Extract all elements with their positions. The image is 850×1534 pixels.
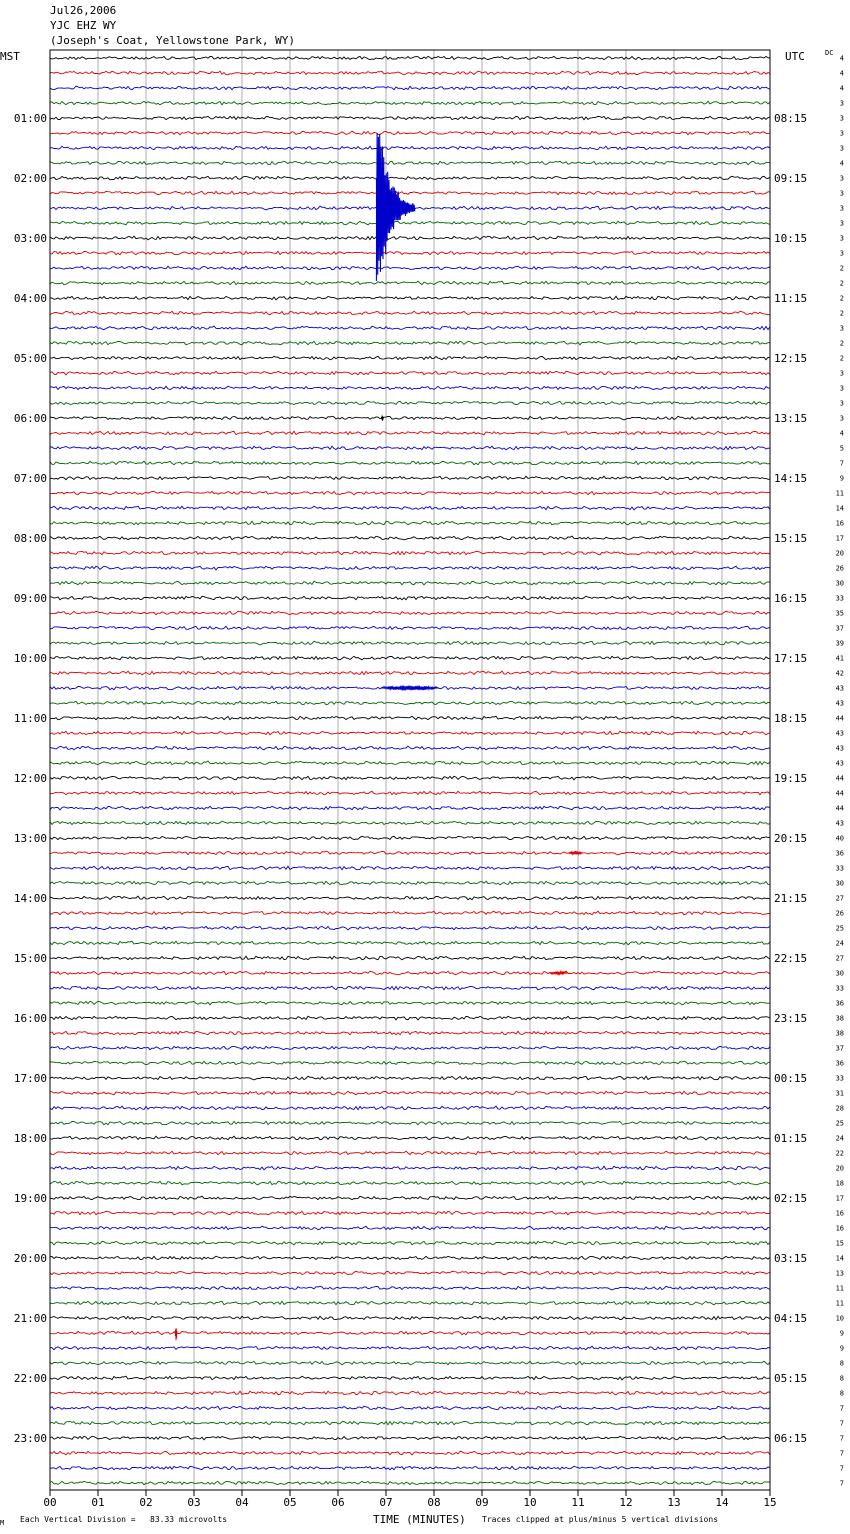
right-hour-label: 17:15	[774, 652, 808, 665]
x-tick-label-06: 06	[331, 1496, 345, 1509]
dc-offset-value: 2	[839, 354, 844, 363]
left-hour-label: 12:00	[13, 772, 47, 785]
right-hour-label: 05:15	[774, 1372, 808, 1385]
dc-offset-value: 18	[835, 1179, 844, 1188]
trace-row-29	[50, 491, 770, 495]
left-hour-label: 11:00	[13, 712, 47, 725]
left-hour-label: 03:00	[13, 232, 47, 245]
trace-row-56	[50, 896, 770, 900]
left-hour-label: 21:00	[13, 1312, 47, 1325]
dc-offset-value: 33	[835, 594, 844, 603]
trace-row-62	[50, 986, 770, 990]
dc-offset-value: 43	[835, 819, 844, 828]
trace-row-85	[50, 1331, 770, 1335]
dc-offset-value: 35	[835, 609, 844, 618]
right-hour-label: 23:15	[774, 1012, 808, 1025]
trace-row-20	[50, 356, 770, 360]
trace-row-94	[50, 1466, 770, 1470]
dc-offset-value: 37	[835, 1044, 844, 1053]
trace-row-68	[50, 1076, 770, 1080]
x-tick-label-12: 12	[619, 1496, 633, 1509]
event-trace-1	[381, 686, 439, 691]
trace-row-35	[50, 581, 770, 585]
plot-frame	[50, 50, 770, 1490]
right-hour-label: 19:15	[774, 772, 808, 785]
dc-offset-value: 3	[839, 399, 844, 408]
x-tick-label-09: 09	[475, 1496, 489, 1509]
trace-row-17	[50, 311, 770, 315]
right-hour-label: 11:15	[774, 292, 808, 305]
trace-row-69	[50, 1091, 770, 1095]
dc-offset-value: 28	[835, 1104, 844, 1113]
trace-row-71	[50, 1121, 770, 1124]
dc-offset-value: 41	[835, 654, 844, 663]
trace-row-16	[50, 296, 770, 300]
trace-row-30	[50, 506, 770, 510]
dc-offset-value: 2	[839, 279, 844, 288]
dc-offset-value: 3	[839, 174, 844, 183]
dc-offset-value: 2	[839, 264, 844, 273]
dc-offset-value: 4	[839, 84, 844, 93]
axis-labels	[14, 55, 844, 1510]
dc-offset-value: 33	[835, 984, 844, 993]
x-tick-label-00: 00	[43, 1496, 57, 1509]
right-hour-label: 08:15	[774, 112, 808, 125]
plot-date: Jul26,2006	[50, 4, 117, 17]
dc-offset-value: 39	[835, 639, 844, 648]
dc-offset-value: 44	[835, 789, 844, 798]
dc-offset-value: 14	[835, 504, 844, 513]
trace-row-78	[50, 1226, 770, 1230]
trace-row-43	[50, 701, 770, 705]
trace-row-59	[50, 941, 770, 945]
trace-row-89	[50, 1391, 770, 1395]
left-hour-label: 18:00	[13, 1132, 47, 1145]
x-tick-label-10: 10	[523, 1496, 537, 1509]
trace-row-38	[50, 626, 770, 630]
dc-offset-value: 26	[835, 564, 844, 573]
dc-offset-value: 2	[839, 339, 844, 348]
x-tick-label-02: 02	[139, 1496, 153, 1509]
trace-row-88	[50, 1376, 770, 1380]
dc-offset-value: 17	[835, 1194, 844, 1203]
right-hour-label: 01:15	[774, 1132, 808, 1145]
dc-offset-value: 16	[835, 519, 844, 528]
event-trace-5	[381, 415, 383, 420]
dc-offset-value: 43	[835, 744, 844, 753]
dc-offset-value: 3	[839, 234, 844, 243]
x-tick-label-03: 03	[187, 1496, 201, 1509]
dc-offset-value: 3	[839, 369, 844, 378]
trace-row-53	[50, 851, 770, 855]
dc-offset-value: 38	[835, 1029, 844, 1038]
right-timezone-label: UTC	[785, 50, 805, 63]
left-hour-label: 01:00	[13, 112, 47, 125]
trace-row-40	[50, 656, 770, 660]
trace-row-90	[50, 1406, 770, 1410]
right-hour-label: 10:15	[774, 232, 808, 245]
dc-offset-value: 25	[835, 1119, 844, 1128]
dc-offset-value: 30	[835, 879, 844, 888]
trace-row-81	[50, 1271, 770, 1274]
trace-row-76	[50, 1196, 770, 1200]
trace-row-79	[50, 1241, 770, 1245]
dc-offset-value: 44	[835, 804, 844, 813]
trace-row-28	[50, 476, 770, 480]
dc-offset-value: 7	[839, 1419, 844, 1428]
dc-offset-value: 43	[835, 729, 844, 738]
dc-offset-value: 4	[839, 69, 844, 78]
dc-offset-value: 4	[839, 54, 844, 63]
trace-row-1	[50, 71, 770, 75]
dc-offset-value: 3	[839, 249, 844, 258]
dc-offset-value: 8	[839, 1389, 844, 1398]
dc-offset-value: 3	[839, 384, 844, 393]
trace-row-65	[50, 1031, 770, 1035]
dc-offset-value: 3	[839, 144, 844, 153]
left-timezone-label: MST	[0, 50, 20, 63]
left-hour-label: 04:00	[13, 292, 47, 305]
x-tick-label-04: 04	[235, 1496, 249, 1509]
dc-offset-value: 36	[835, 849, 844, 858]
right-hour-label: 03:15	[774, 1252, 808, 1265]
left-hour-label: 20:00	[13, 1252, 47, 1265]
trace-row-44	[50, 716, 770, 720]
dc-offset-value: 36	[835, 1059, 844, 1068]
dc-offset-value: 9	[839, 474, 844, 483]
dc-offset-value: 13	[835, 1269, 844, 1278]
trace-row-83	[50, 1301, 770, 1305]
dc-offset-value: 7	[839, 459, 844, 468]
dc-offset-value: 31	[835, 1089, 844, 1098]
trace-row-14	[50, 266, 770, 270]
trace-row-22	[50, 386, 770, 390]
left-hour-label: 15:00	[13, 952, 47, 965]
trace-row-4	[50, 116, 770, 119]
trace-row-57	[50, 911, 770, 915]
trace-row-67	[50, 1061, 770, 1065]
trace-row-11	[50, 221, 770, 225]
trace-row-95	[50, 1481, 770, 1484]
dc-offset-value: 24	[835, 939, 844, 948]
dc-offset-value: 43	[835, 759, 844, 768]
trace-row-84	[50, 1316, 770, 1320]
dc-offset-value: 3	[839, 129, 844, 138]
trace-row-34	[50, 566, 770, 570]
right-hour-label: 04:15	[774, 1312, 808, 1325]
x-tick-label-13: 13	[667, 1496, 681, 1509]
trace-row-55	[50, 881, 770, 885]
trace-row-77	[50, 1211, 770, 1215]
x-tick-label-14: 14	[715, 1496, 729, 1509]
dc-offset-value: 10	[835, 1314, 844, 1323]
left-hour-label: 17:00	[13, 1072, 47, 1085]
dc-offset-value: 3	[839, 99, 844, 108]
trace-row-15	[50, 281, 770, 285]
trace-row-33	[50, 551, 770, 555]
x-tick-label-07: 07	[379, 1496, 393, 1509]
trace-row-39	[50, 641, 770, 645]
dc-offset-value: 40	[835, 834, 844, 843]
trace-row-12	[50, 236, 770, 240]
trace-row-5	[50, 131, 770, 135]
right-hour-label: 16:15	[774, 592, 808, 605]
dc-offset-value: 30	[835, 969, 844, 978]
dc-offset-value: 8	[839, 1359, 844, 1368]
dc-offset-value: 7	[839, 1479, 844, 1488]
trace-row-21	[50, 371, 770, 375]
trace-row-72	[50, 1136, 770, 1140]
left-hour-label: 07:00	[13, 472, 47, 485]
left-hour-label: 22:00	[13, 1372, 47, 1385]
trace-rows	[50, 56, 770, 1484]
dc-offset-value: 7	[839, 1434, 844, 1443]
dc-offset-value: 33	[835, 864, 844, 873]
dc-offset-value: 3	[839, 189, 844, 198]
trace-row-9	[50, 191, 770, 195]
dc-offset-value: 15	[835, 1239, 844, 1248]
dc-offset-value: 20	[835, 549, 844, 558]
dc-offset-value: 33	[835, 1074, 844, 1083]
trace-row-2	[50, 86, 770, 90]
trace-row-48	[50, 776, 770, 780]
x-tick-label-15: 15	[763, 1496, 777, 1509]
trace-row-74	[50, 1166, 770, 1170]
event-trace-0	[376, 133, 414, 281]
trace-row-36	[50, 596, 770, 600]
dc-offset-value: 3	[839, 414, 844, 423]
trace-row-18	[50, 326, 770, 330]
right-hour-label: 06:15	[774, 1432, 808, 1445]
right-hour-label: 09:15	[774, 172, 808, 185]
trace-row-63	[50, 1001, 770, 1005]
trace-row-64	[50, 1016, 770, 1020]
trace-row-46	[50, 746, 770, 750]
trace-row-93	[50, 1451, 770, 1455]
left-hour-label: 16:00	[13, 1012, 47, 1025]
dc-offset-value: 5	[839, 444, 844, 453]
trace-row-31	[50, 521, 770, 525]
right-hour-label: 00:15	[774, 1072, 808, 1085]
trace-row-47	[50, 761, 770, 765]
right-hour-label: 13:15	[774, 412, 808, 425]
trace-row-87	[50, 1361, 770, 1365]
trace-row-82	[50, 1286, 770, 1290]
dc-offset-value: 2	[839, 309, 844, 318]
trace-row-51	[50, 821, 770, 825]
x-axis-title: TIME (MINUTES)	[373, 1513, 466, 1526]
dc-offset-value: 7	[839, 1404, 844, 1413]
left-hour-label: 14:00	[13, 892, 47, 905]
dc-offset-value: 17	[835, 534, 844, 543]
station-location: (Joseph's Coat, Yellowstone Park, WY)	[50, 34, 296, 47]
trace-row-26	[50, 446, 770, 450]
right-hour-label: 15:15	[774, 532, 808, 545]
left-hour-label: 02:00	[13, 172, 47, 185]
scale-note: Each Vertical Division = 83.33 microvolts	[20, 1515, 228, 1524]
dc-offset-value: 3	[839, 204, 844, 213]
dc-offset-value: 3	[839, 324, 844, 333]
dc-offset-value: 16	[835, 1224, 844, 1233]
right-hour-label: 18:15	[774, 712, 808, 725]
dc-offset-value: 9	[839, 1329, 844, 1338]
dc-offset-value: 7	[839, 1449, 844, 1458]
event-trace-3	[568, 851, 582, 855]
left-hour-label: 23:00	[13, 1432, 47, 1445]
x-axis-ticks	[50, 1490, 770, 1496]
minute-grid	[98, 50, 722, 1490]
dc-offset-value: 25	[835, 924, 844, 933]
dc-offset-value: 4	[839, 429, 844, 438]
trace-row-19	[50, 341, 770, 345]
dc-offset-value: 4	[839, 159, 844, 168]
trace-row-86	[50, 1346, 770, 1350]
dc-label: DC	[825, 49, 834, 57]
dc-offset-value: 11	[835, 489, 844, 498]
trace-row-6	[50, 146, 770, 150]
dc-offset-value: 37	[835, 624, 844, 633]
dc-offset-value: 9	[839, 1344, 844, 1353]
trace-row-50	[50, 806, 770, 810]
dc-offset-value: 20	[835, 1164, 844, 1173]
x-tick-label-05: 05	[283, 1496, 297, 1509]
right-hour-label: 22:15	[774, 952, 808, 965]
trace-row-3	[50, 101, 770, 105]
dc-offset-value: 8	[839, 1374, 844, 1383]
left-hour-label: 10:00	[13, 652, 47, 665]
trace-row-25	[50, 431, 770, 435]
dc-offset-value: 14	[835, 1254, 844, 1263]
dc-offset-value: 43	[835, 684, 844, 693]
dc-offset-value: 3	[839, 219, 844, 228]
dc-offset-value: 26	[835, 909, 844, 918]
x-tick-label-01: 01	[91, 1496, 105, 1509]
dc-offset-value: 27	[835, 954, 844, 963]
dc-offset-value: 43	[835, 699, 844, 708]
event-trace-2	[175, 1328, 177, 1340]
corner-mark: M	[0, 1519, 5, 1527]
dc-offset-value: 44	[835, 714, 844, 723]
trace-row-92	[50, 1436, 770, 1440]
x-tick-label-08: 08	[427, 1496, 441, 1509]
dc-offset-value: 22	[835, 1149, 844, 1158]
left-hour-label: 05:00	[13, 352, 47, 365]
trace-row-0	[50, 56, 770, 60]
trace-row-66	[50, 1046, 770, 1049]
dc-offset-value: 11	[835, 1299, 844, 1308]
dc-offset-value: 3	[839, 114, 844, 123]
trace-row-58	[50, 926, 770, 930]
trace-row-24	[50, 416, 770, 420]
dc-offset-value: 11	[835, 1284, 844, 1293]
trace-row-23	[50, 401, 770, 404]
dc-offset-value: 38	[835, 1014, 844, 1023]
trace-row-60	[50, 956, 770, 960]
trace-row-27	[50, 461, 770, 465]
dc-offset-value: 24	[835, 1134, 844, 1143]
right-hour-label: 21:15	[774, 892, 808, 905]
trace-row-7	[50, 161, 770, 165]
x-tick-label-11: 11	[571, 1496, 585, 1509]
trace-row-49	[50, 791, 770, 795]
dc-offset-value: 16	[835, 1209, 844, 1218]
trace-row-41	[50, 671, 770, 675]
left-hour-label: 13:00	[13, 832, 47, 845]
trace-row-75	[50, 1181, 770, 1185]
trace-row-54	[50, 866, 770, 870]
dc-offset-value: 2	[839, 294, 844, 303]
trace-row-91	[50, 1421, 770, 1425]
dc-offset-value: 7	[839, 1464, 844, 1473]
left-hour-label: 19:00	[13, 1192, 47, 1205]
event-signals	[175, 133, 583, 1340]
trace-row-73	[50, 1151, 770, 1155]
right-hour-label: 14:15	[774, 472, 808, 485]
clip-note: Traces clipped at plus/minus 5 vertical divisions	[482, 1515, 719, 1524]
right-hour-label: 20:15	[774, 832, 808, 845]
right-hour-label: 02:15	[774, 1192, 808, 1205]
dc-offset-value: 44	[835, 774, 844, 783]
right-hour-label: 12:15	[774, 352, 808, 365]
left-hour-label: 08:00	[13, 532, 47, 545]
event-trace-4	[549, 972, 568, 975]
trace-row-61	[50, 971, 770, 975]
dc-offset-value: 30	[835, 579, 844, 588]
trace-row-45	[50, 731, 770, 735]
dc-offset-value: 36	[835, 999, 844, 1008]
trace-row-70	[50, 1106, 770, 1110]
trace-row-13	[50, 251, 770, 254]
dc-offset-value: 42	[835, 669, 844, 678]
station-code: YJC EHZ WY	[50, 19, 117, 32]
left-hour-label: 09:00	[13, 592, 47, 605]
trace-row-80	[50, 1256, 770, 1260]
trace-row-52	[50, 836, 770, 839]
dc-offset-value: 27	[835, 894, 844, 903]
trace-row-8	[50, 176, 770, 180]
trace-row-37	[50, 611, 770, 614]
left-hour-label: 06:00	[13, 412, 47, 425]
trace-row-32	[50, 536, 770, 540]
